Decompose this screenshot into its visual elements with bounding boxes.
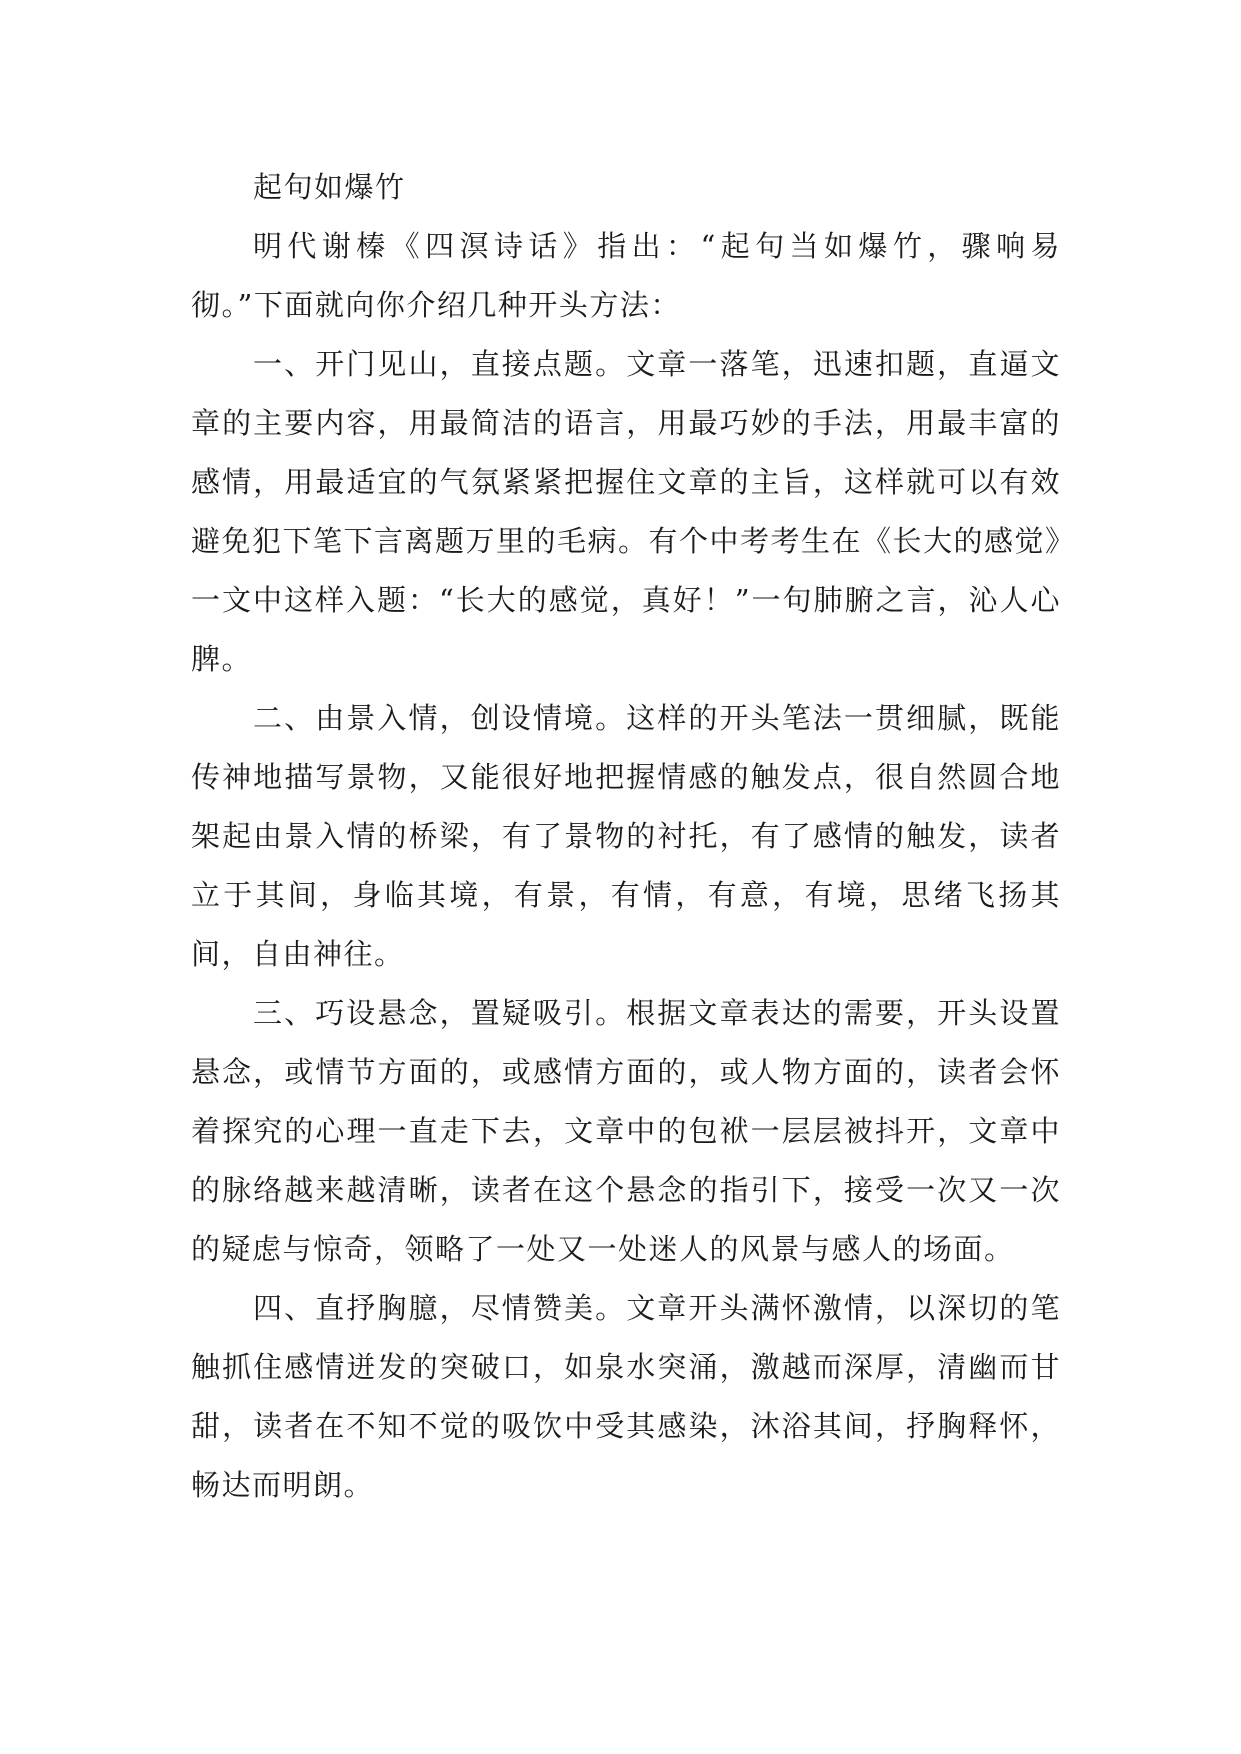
paragraph-method-4: 四、直抒胸臆，尽情赞美。文章开头满怀激情，以深切的笔触抓住感情迸发的突破口，如泉水突涌，激越而深厚，清幽而甘甜，读者在不知不觉的吸饮中受其感染，沐浴其间，抒胸释怀，畅达而明朗。 — [191, 1291, 1061, 1502]
paragraph-method-1: 一、开门见山，直接点题。文章一落笔，迅速扣题，直逼文章的主要内容，用最简洁的语言，用最巧妙的手法，用最丰富的感情，用最适宜的气氛紧紧把握住文章的主旨，这样就可以有效避免犯下笔下言离题万里的毛病。有个中考考生在《长大的感觉》一文中这样入题：“长大的感觉，真好！”一句肺腑之言，沁人心脾。 — [191, 347, 1062, 676]
paragraph-method-3: 三、巧设悬念，置疑吸引。根据文章表达的需要，开头设置悬念，或情节方面的，或感情方面的，或人物方面的，读者会怀着探究的心理一直走下去，文章中的包袱一层层被抖开，文章中的脉络越来越清晰，读者在这个悬念的指引下，接受一次又一次的疑虑与惊奇，领略了一处又一处迷人的风景与感人的场面。 — [191, 996, 1061, 1266]
document-title: 起句如爆竹 — [253, 170, 406, 204]
paragraph-intro: 明代谢榛《四溟诗话》指出：“起句当如爆竹，骤响易彻。”下面就向你介绍几种开头方法： — [191, 229, 1061, 322]
document-page — [191, 158, 1061, 1515]
paragraph-method-2: 二、由景入情，创设情境。这样的开头笔法一贯细腻，既能传神地描写景物，又能很好地把握情感的触发点，很自然圆合地架起由景入情的桥梁，有了景物的衬托，有了感情的触发，读者立于其间，身临其境，有景，有情，有意，有境，思绪飞扬其间，自由神往。 — [191, 701, 1061, 971]
